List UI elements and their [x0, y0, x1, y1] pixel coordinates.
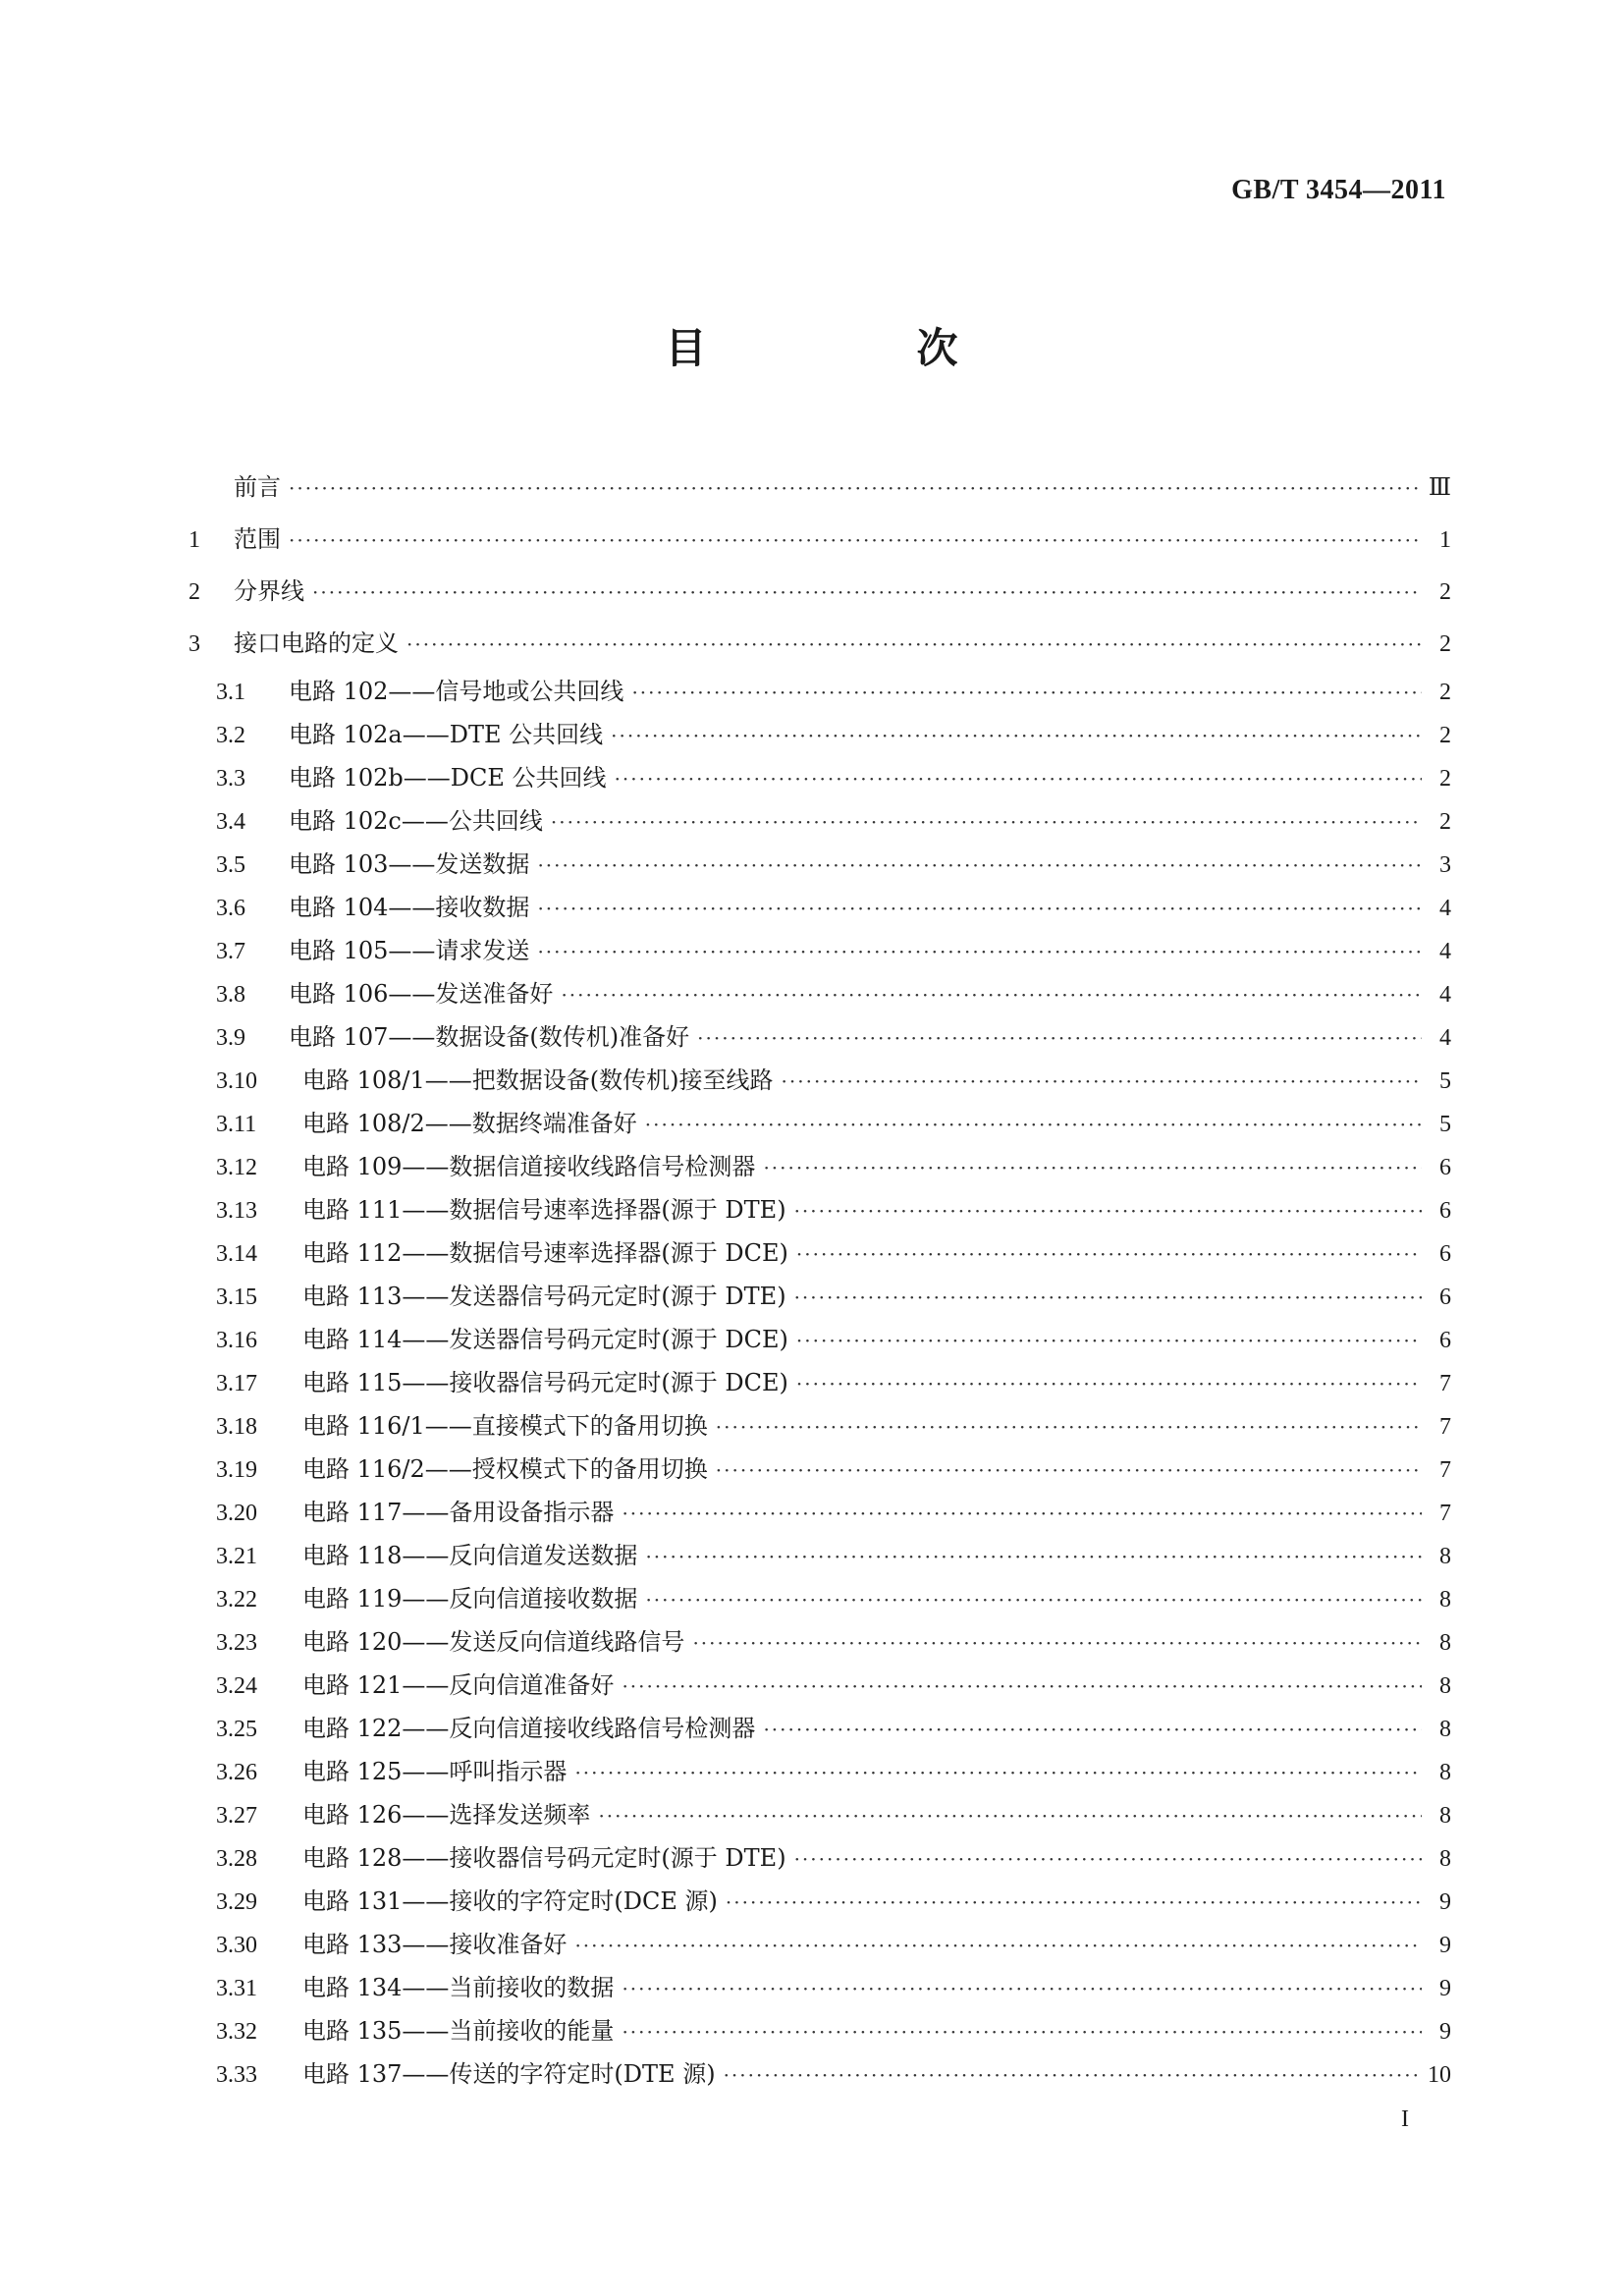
toc-entry[interactable]: [189, 1707, 1451, 1750]
toc-entry[interactable]: [189, 1188, 1451, 1231]
toc-entry[interactable]: [189, 1534, 1451, 1577]
toc-entry-page: 8: [1439, 1587, 1451, 1613]
toc-entry-number: 3.30: [216, 1933, 257, 1958]
toc-dot-leader: [782, 1060, 1422, 1103]
toc-entry[interactable]: [189, 670, 1451, 713]
toc-entry-title: 接口电路的定义: [234, 629, 399, 657]
toc-entry-number: 3.16: [216, 1328, 257, 1353]
toc-entry[interactable]: [189, 1102, 1451, 1145]
toc-entry-title: 电路 108/2——数据终端准备好: [302, 1110, 637, 1137]
toc-entry-number: 3.1: [216, 680, 245, 705]
toc-entry[interactable]: [189, 1966, 1451, 2009]
toc-entry-page: 2: [1439, 579, 1451, 605]
toc-entry[interactable]: [189, 1664, 1451, 1707]
toc-dot-leader: [406, 619, 1422, 671]
toc-dot-leader: [645, 1535, 1422, 1578]
toc-entry-page: 2: [1439, 809, 1451, 835]
toc-entry-page: 3: [1439, 852, 1451, 878]
toc-entry-page: 4: [1439, 982, 1451, 1008]
toc-dot-leader: [794, 1189, 1422, 1232]
toc-entry[interactable]: [189, 1448, 1451, 1491]
toc-entry-page: 9: [1439, 2019, 1451, 2045]
toc-entry-title: 电路 103——发送数据: [289, 850, 530, 878]
toc-entry-page: 2: [1439, 631, 1451, 657]
toc-entry-number: 3.2: [216, 723, 245, 748]
toc-entry-title: 电路 111——数据信号速率选择器(源于 DTE): [302, 1196, 786, 1224]
toc-entry-page: 8: [1439, 1717, 1451, 1742]
toc-entry-number: 3: [189, 631, 200, 657]
page-number: I: [1401, 2106, 1409, 2132]
toc-entry-number: 3.15: [216, 1285, 257, 1310]
toc-entry[interactable]: [189, 2009, 1451, 2052]
toc-entry-title: 电路 105——请求发送: [289, 937, 530, 964]
toc-entry-title: 电路 116/2——授权模式下的备用切换: [302, 1455, 708, 1483]
toc-entry-page: 6: [1439, 1328, 1451, 1353]
toc-entry-page: 6: [1439, 1198, 1451, 1224]
toc-dot-leader: [631, 671, 1422, 714]
toc-entry-page: 4: [1439, 896, 1451, 921]
toc-entry[interactable]: [189, 886, 1451, 929]
table-of-contents: [189, 462, 1451, 2096]
toc-entry-number: 3.3: [216, 766, 245, 792]
toc-entry-number: 3.33: [216, 2062, 257, 2088]
toc-entry-title: 电路 104——接收数据: [289, 894, 530, 921]
toc-entry-page: 2: [1439, 766, 1451, 792]
toc-entry-title: 电路 114——发送器信号码元定时(源于 DCE): [302, 1326, 788, 1353]
toc-entry-title: 电路 102——信号地或公共回线: [289, 678, 624, 705]
toc-dot-leader: [615, 757, 1422, 800]
toc-entry-number: 3.32: [216, 2019, 257, 2045]
toc-entry-title: 电路 134——当前接收的数据: [302, 1974, 615, 2001]
toc-entry[interactable]: [189, 1231, 1451, 1275]
toc-entry-page: Ⅲ: [1428, 475, 1451, 501]
toc-entry[interactable]: [189, 462, 1451, 514]
toc-entry-page: 4: [1439, 1025, 1451, 1051]
toc-entry-title: 电路 109——数据信道接收线路信号检测器: [302, 1153, 756, 1180]
toc-entry[interactable]: [189, 1275, 1451, 1318]
toc-dot-leader: [796, 1319, 1422, 1362]
toc-dot-leader: [796, 1232, 1422, 1276]
toc-entry-title: 电路 112——数据信号速率选择器(源于 DCE): [302, 1239, 788, 1267]
toc-entry[interactable]: [189, 1620, 1451, 1664]
toc-dot-leader: [622, 2010, 1422, 2053]
toc-entry-page: 6: [1439, 1155, 1451, 1180]
toc-entry[interactable]: [189, 799, 1451, 843]
toc-dot-leader: [763, 1708, 1422, 1751]
toc-entry[interactable]: [189, 618, 1451, 670]
toc-entry-title: 电路 133——接收准备好: [302, 1931, 568, 1958]
toc-entry-title: 电路 122——反向信道接收线路信号检测器: [302, 1715, 756, 1742]
toc-entry-title: 前言: [234, 473, 281, 501]
toc-entry-page: 7: [1439, 1501, 1451, 1526]
toc-dot-leader: [716, 1405, 1422, 1449]
toc-entry-title: 范围: [234, 525, 281, 553]
toc-entry[interactable]: [189, 1404, 1451, 1448]
toc-entry[interactable]: [189, 1880, 1451, 1923]
toc-dot-leader: [537, 930, 1422, 973]
toc-entry-number: 3.12: [216, 1155, 257, 1180]
toc-entry-page: 8: [1439, 1846, 1451, 1872]
toc-entry-page: 9: [1439, 1933, 1451, 1958]
toc-entry-title: 电路 137——传送的字符定时(DTE 源): [302, 2060, 716, 2088]
page-title: 目 次: [665, 324, 1043, 372]
toc-entry-page: 2: [1439, 680, 1451, 705]
toc-entry-number: 3.7: [216, 939, 245, 964]
toc-entry-number: 3.10: [216, 1068, 257, 1094]
toc-entry-title: 电路 102a——DTE 公共回线: [289, 721, 604, 748]
toc-entry-title: 电路 108/1——把数据设备(数传机)接至线路: [302, 1066, 774, 1094]
toc-entry-title: 电路 102b——DCE 公共回线: [289, 764, 607, 792]
toc-entry-page: 8: [1439, 1630, 1451, 1656]
toc-entry-title: 电路 118——反向信道发送数据: [302, 1542, 638, 1569]
toc-entry-number: 3.11: [216, 1112, 257, 1137]
toc-entry-number: 3.24: [216, 1673, 257, 1699]
toc-entry[interactable]: [189, 1491, 1451, 1534]
toc-entry-number: 3.18: [216, 1414, 257, 1440]
toc-entry-number: 3.29: [216, 1889, 257, 1915]
toc-entry-title: 分界线: [234, 577, 304, 605]
toc-dot-leader: [622, 1665, 1422, 1708]
toc-dot-leader: [697, 1016, 1422, 1060]
toc-dot-leader: [537, 887, 1422, 930]
toc-entry-page: 4: [1439, 939, 1451, 964]
toc-entry-number: 3.28: [216, 1846, 257, 1872]
toc-dot-leader: [796, 1362, 1422, 1405]
toc-dot-leader: [289, 515, 1422, 567]
toc-dot-leader: [794, 1276, 1422, 1319]
toc-entry-number: 3.21: [216, 1544, 257, 1569]
toc-entry-number: 3.20: [216, 1501, 257, 1526]
toc-entry-title: 电路 120——发送反向信道线路信号: [302, 1628, 685, 1656]
toc-dot-leader: [726, 1881, 1422, 1924]
toc-entry-title: 电路 102c——公共回线: [289, 807, 543, 835]
toc-entry-number: 3.13: [216, 1198, 257, 1224]
toc-entry-title: 电路 128——接收器信号码元定时(源于 DTE): [302, 1844, 786, 1872]
toc-entry-page: 8: [1439, 1803, 1451, 1829]
toc-entry-number: 3.14: [216, 1241, 257, 1267]
toc-entry-page: 5: [1439, 1068, 1451, 1094]
toc-entry-page: 9: [1439, 1889, 1451, 1915]
toc-dot-leader: [692, 1621, 1422, 1665]
toc-entry-page: 7: [1439, 1371, 1451, 1396]
toc-dot-leader: [574, 1751, 1422, 1794]
toc-dot-leader: [622, 1492, 1422, 1535]
toc-entry-page: 2: [1439, 723, 1451, 748]
toc-entry-page: 6: [1439, 1285, 1451, 1310]
toc-entry[interactable]: [189, 1923, 1451, 1966]
toc-entry-page: 8: [1439, 1760, 1451, 1785]
toc-dot-leader: [598, 1794, 1422, 1837]
toc-entry-title: 电路 131——接收的字符定时(DCE 源): [302, 1887, 718, 1915]
toc-entry-number: 3.5: [216, 852, 245, 878]
toc-entry-number: 3.27: [216, 1803, 257, 1829]
toc-entry[interactable]: [189, 1361, 1451, 1404]
toc-dot-leader: [611, 714, 1422, 757]
toc-entry-number: 3.26: [216, 1760, 257, 1785]
toc-dot-leader: [794, 1837, 1422, 1881]
toc-entry-number: 3.8: [216, 982, 245, 1008]
toc-entry-number: 3.9: [216, 1025, 245, 1051]
toc-dot-leader: [645, 1578, 1422, 1621]
toc-entry-title: 电路 107——数据设备(数传机)准备好: [289, 1023, 690, 1051]
toc-entry[interactable]: [189, 756, 1451, 799]
toc-entry[interactable]: [189, 1059, 1451, 1102]
toc-entry-page: 7: [1439, 1457, 1451, 1483]
toc-dot-leader: [537, 844, 1422, 887]
toc-dot-leader: [763, 1146, 1422, 1189]
toc-dot-leader: [622, 1967, 1422, 2010]
toc-entry-number: 2: [189, 579, 200, 605]
toc-entry-number: 3.22: [216, 1587, 257, 1613]
standard-code: GB/T 3454—2011: [1231, 175, 1446, 205]
toc-entry[interactable]: [189, 972, 1451, 1015]
toc-entry-title: 电路 106——发送准备好: [289, 980, 554, 1008]
toc-entry-title: 电路 125——呼叫指示器: [302, 1758, 568, 1785]
toc-entry[interactable]: [189, 1836, 1451, 1880]
toc-entry[interactable]: [189, 843, 1451, 886]
toc-dot-leader: [724, 2053, 1420, 2097]
toc-entry-number: 3.19: [216, 1457, 257, 1483]
toc-entry-page: 5: [1439, 1112, 1451, 1137]
toc-entry[interactable]: [189, 1318, 1451, 1361]
toc-entry[interactable]: [189, 1750, 1451, 1793]
toc-dot-leader: [645, 1103, 1422, 1146]
toc-entry[interactable]: [189, 2052, 1451, 2096]
toc-dot-leader: [574, 1924, 1422, 1967]
toc-entry-page: 1: [1439, 527, 1451, 553]
toc-dot-leader: [716, 1449, 1422, 1492]
toc-dot-leader: [312, 567, 1422, 619]
toc-entry[interactable]: [189, 713, 1451, 756]
toc-entry-title: 电路 126——选择发送频率: [302, 1801, 591, 1829]
toc-dot-leader: [561, 973, 1422, 1016]
toc-entry[interactable]: [189, 1793, 1451, 1836]
toc-entry-page: 8: [1439, 1544, 1451, 1569]
toc-entry-page: 10: [1428, 2062, 1451, 2088]
toc-entry-number: 3.23: [216, 1630, 257, 1656]
toc-entry-page: 6: [1439, 1241, 1451, 1267]
toc-dot-leader: [551, 800, 1422, 844]
toc-entry-number: 3.17: [216, 1371, 257, 1396]
toc-entry[interactable]: [189, 1145, 1451, 1188]
toc-entry-page: 7: [1439, 1414, 1451, 1440]
toc-entry-page: 8: [1439, 1673, 1451, 1699]
toc-entry-title: 电路 135——当前接收的能量: [302, 2017, 615, 2045]
toc-entry[interactable]: [189, 1015, 1451, 1059]
toc-entry[interactable]: [189, 514, 1451, 566]
toc-entry[interactable]: [189, 929, 1451, 972]
toc-entry-number: 3.6: [216, 896, 245, 921]
toc-entry[interactable]: [189, 1577, 1451, 1620]
toc-entry-title: 电路 116/1——直接模式下的备用切换: [302, 1412, 708, 1440]
toc-entry-page: 9: [1439, 1976, 1451, 2001]
toc-entry-title: 电路 115——接收器信号码元定时(源于 DCE): [302, 1369, 788, 1396]
toc-entry-number: 3.31: [216, 1976, 257, 2001]
toc-entry-title: 电路 121——反向信道准备好: [302, 1671, 615, 1699]
toc-entry-number: 3.4: [216, 809, 245, 835]
toc-entry-title: 电路 117——备用设备指示器: [302, 1499, 615, 1526]
toc-entry[interactable]: [189, 566, 1451, 618]
toc-dot-leader: [289, 463, 1421, 515]
toc-entry-title: 电路 113——发送器信号码元定时(源于 DTE): [302, 1283, 786, 1310]
toc-entry-title: 电路 119——反向信道接收数据: [302, 1585, 638, 1613]
toc-entry-number: 3.25: [216, 1717, 257, 1742]
toc-entry-number: 1: [189, 527, 200, 553]
